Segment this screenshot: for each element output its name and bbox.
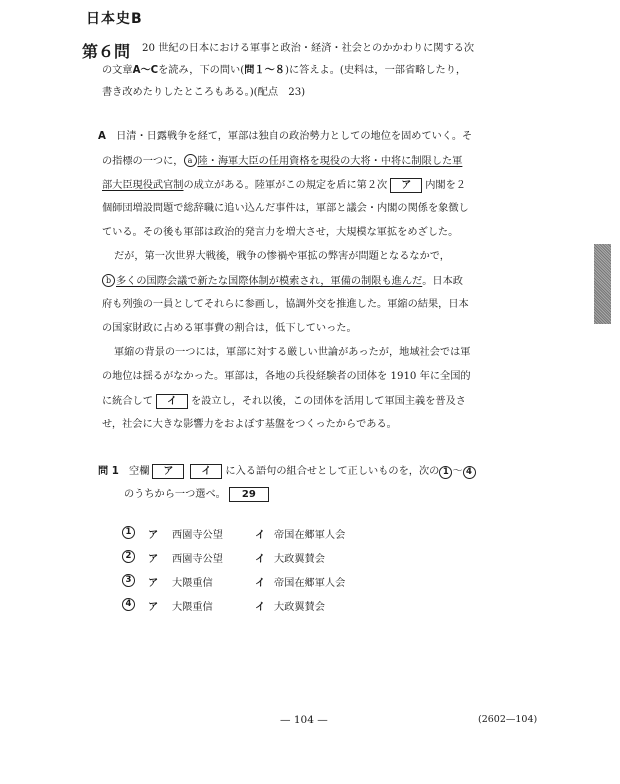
option-1-number: 1 <box>122 526 135 539</box>
question-1-label: 問 1 <box>98 466 119 477</box>
section-a-para-2-line-3: 府も列強の一員としてそれらに参画し，協調外交を推進した。軍縮の結果，日本 <box>102 299 469 310</box>
question-1-line-1: 問 1 空欄 ア イ に入る語句の組合せとして正しいものを，次の 1 〜 4 <box>98 464 476 479</box>
blank-a: ア <box>390 178 422 193</box>
option-2[interactable]: 2 ア 西園寺公望 イ 大政翼賛会 <box>122 550 135 563</box>
q1-blank-i: イ <box>190 464 222 479</box>
question-number: 第６問 <box>82 42 131 61</box>
underline-marker-b: b <box>102 274 115 287</box>
option-3[interactable]: 3 ア 大隈重信 イ 帝国在郷軍人会 <box>122 574 135 587</box>
section-a-para-2-line-1: だが，第一次世界大戦後，戦争の惨禍や軍拡の弊害が問題となるなかで， <box>114 251 450 262</box>
section-a-para-2-line-4: の国家財政に占める軍事費の割合は，低下していった。 <box>102 323 357 334</box>
section-a-para-3-line-4: せ，社会に大きな影響力をおよぼす基盤をつくったからである。 <box>102 419 397 430</box>
exam-code: (2602—104) <box>478 714 538 725</box>
option-4[interactable]: 4 ア 大隈重信 イ 大政翼賛会 <box>122 598 135 611</box>
blank-i: イ <box>156 394 188 409</box>
underlined-phrase-a: 陸・海軍大臣の任用資格を現役の大将・中将に制限した軍 <box>197 156 463 167</box>
intro-line-2: の文章A〜Cを読み，下の問い(問１〜８)に答えよ。(史料は，一部省略したり， <box>102 65 467 76</box>
section-a-para-3-line-2: の地位は揺るがなかった。軍部は，各地の兵役経験者の団体を 1910 年に全国的 <box>102 371 471 382</box>
section-a-para-1-line-3: 部大臣現役武官制の成立がある。陸軍がこの規定を盾に第２次 ア 内閣を２ <box>102 180 466 191</box>
option-3-number: 3 <box>122 574 135 587</box>
answer-number-box: 29 <box>229 487 269 502</box>
page-number: — 104 — <box>280 714 328 726</box>
q1-blank-a: ア <box>152 464 184 479</box>
section-a-para-2-line-2: b 多くの国際会議で新たな国際体制が模索され，軍備の制限も進んだ。日本政 <box>102 274 463 289</box>
section-a-para-3-line-1: 軍縮の背景の一つには，軍部に対する厳しい世論があったが，地域社会では軍 <box>114 347 471 358</box>
section-a-para-3-line-3: に統合して イ を設立し，それ以後，この団体を活用して軍国主義を普及さ <box>102 396 466 407</box>
underline-marker-a: a <box>184 154 197 167</box>
underlined-phrase-b: 多くの国際会議で新たな国際体制が模索され，軍備の制限も進んだ <box>116 276 423 287</box>
section-a-label: A <box>98 131 106 142</box>
subject-title: 日本史B <box>86 11 143 27</box>
intro-line-3: 書き改めたりしたところもある。)(配点 23) <box>102 87 306 98</box>
section-a-para-1-line-1: A 日清・日露戦争を経て，軍部は独自の政治勢力としての地位を固めていく。そ <box>98 131 473 142</box>
section-a-para-1-line-2: の指標の一つに， a 陸・海軍大臣の任用資格を現役の大将・中将に制限した軍 <box>102 156 463 167</box>
option-4-number: 4 <box>122 598 135 611</box>
section-a-para-1-line-4: 個師団増設問題で総辞職に追い込んだ事件は，軍部と議会・内閣の関係を象徴し <box>102 203 469 214</box>
question-1-line-2: のうちから一つ選べ。 29 <box>124 487 272 502</box>
intro-line-1: 20 世紀の日本における軍事と政治・経済・社会とのかかわりに関する次 <box>142 43 475 54</box>
option-2-number: 2 <box>122 550 135 563</box>
page-edge-tab <box>594 244 611 324</box>
option-1[interactable]: 1 ア 西園寺公望 イ 帝国在郷軍人会 <box>122 526 135 539</box>
section-a-para-1-line-5: ている。その後も軍部は政治的発言力を増大させ，大規模な軍拡をめざした。 <box>102 227 459 238</box>
